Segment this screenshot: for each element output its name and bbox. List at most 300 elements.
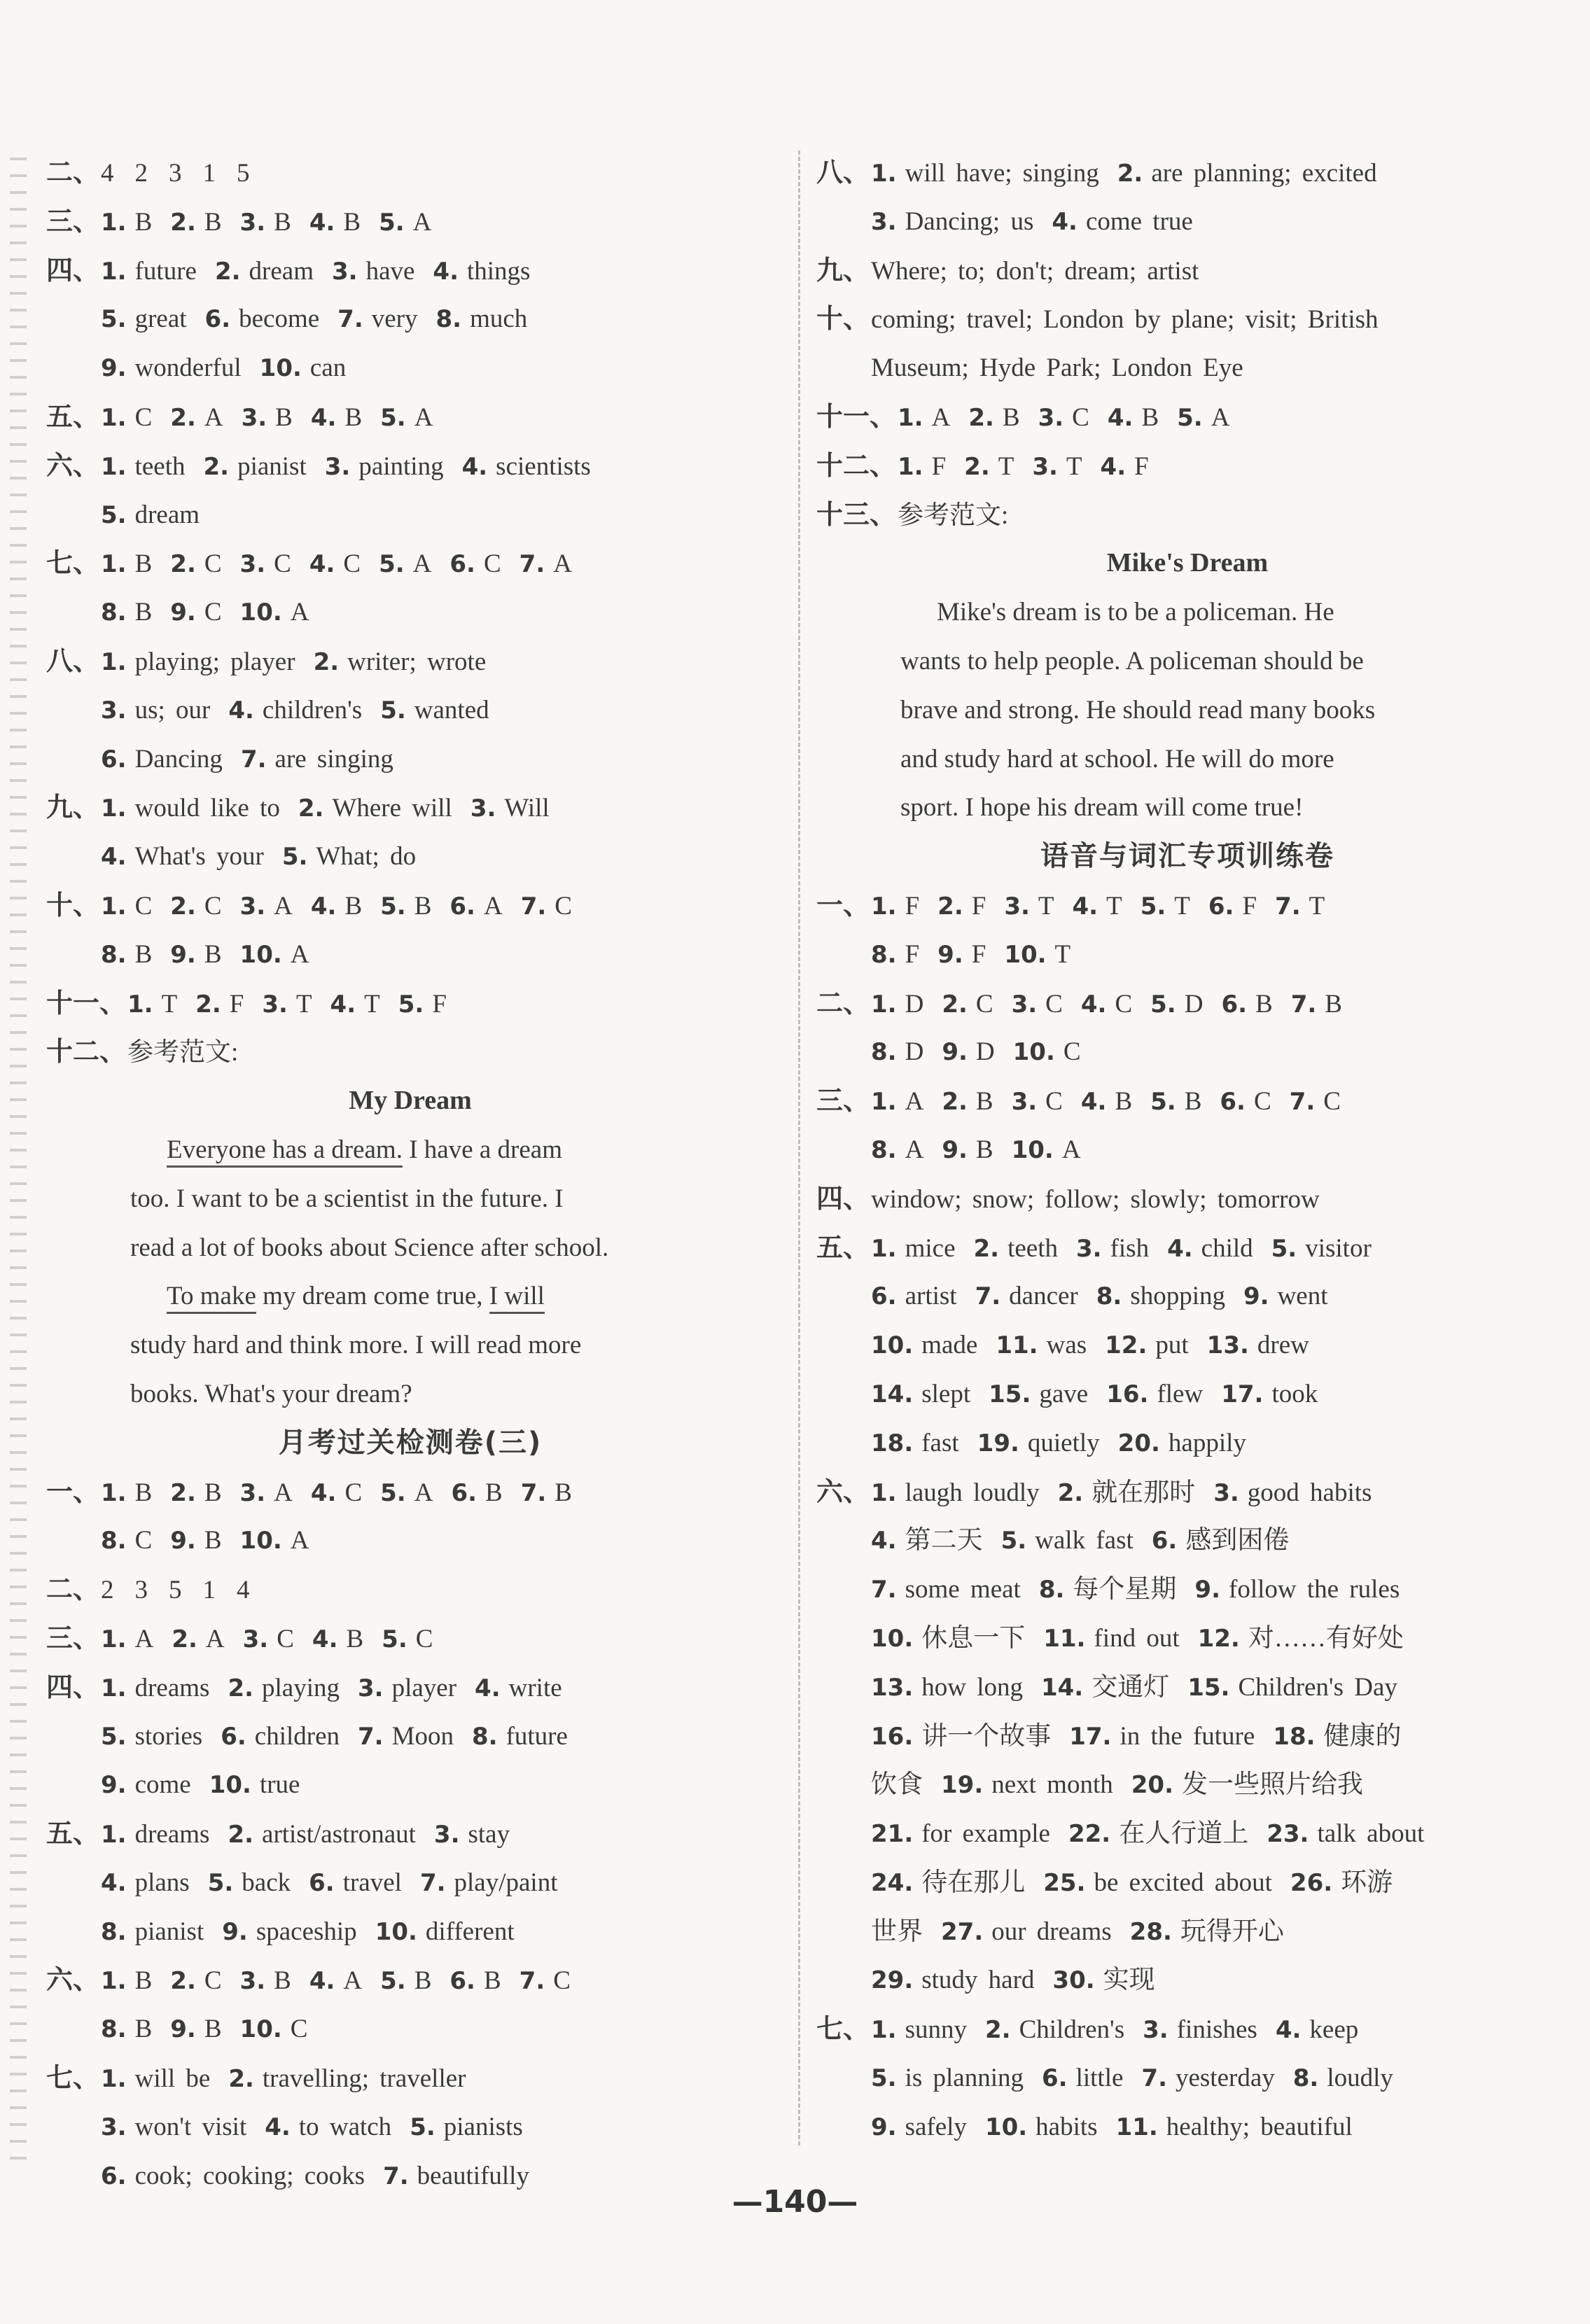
item-number: 3. [358, 1674, 384, 1702]
item-number: 2. [214, 257, 241, 286]
continuation-row [816, 2103, 1558, 2152]
item-number: 2. [313, 648, 340, 676]
answer-text: wanted [414, 695, 489, 724]
item-number: 14. [871, 1380, 914, 1408]
question-row [46, 1663, 774, 1712]
item-number: 1. [871, 160, 897, 188]
continuation-row [46, 1516, 774, 1565]
answer-text: A [414, 1478, 433, 1507]
item-number: 7. [519, 550, 545, 579]
item-number: 5. [101, 500, 127, 529]
answer-text: 第二天 [905, 1526, 983, 1555]
answer-text: A [204, 402, 223, 432]
item-number: 4. [1080, 1088, 1107, 1116]
item-number: 3. [1213, 1478, 1239, 1507]
item-number: 1. [101, 208, 127, 237]
item-number: 3. [1011, 1088, 1038, 1116]
item-number: 4. [461, 452, 488, 481]
item-number: 1. [871, 2016, 897, 2045]
item-number: 7. [419, 1868, 446, 1897]
answer-text: A [290, 939, 309, 969]
item-number: 5. [382, 1625, 407, 1653]
item-number: 3. [241, 403, 267, 432]
continuation-row [46, 832, 774, 881]
item-number: 9. [170, 1527, 196, 1555]
answer-text: A [905, 1135, 924, 1164]
item-number: 24. [871, 1868, 914, 1897]
item-number: 13. [871, 1673, 914, 1702]
item-number: 4. [1100, 452, 1127, 481]
answer-text: come true [1085, 206, 1193, 236]
answer-text: 环游 [1341, 1868, 1393, 1897]
continuation-row [46, 491, 774, 540]
answer-text: B [975, 1135, 993, 1164]
essay-text: books. What's your dream? [130, 1379, 412, 1408]
item-number: 4. [330, 990, 356, 1018]
answer-text: dreams [134, 1673, 210, 1702]
item-number: 2. [973, 1234, 1000, 1263]
item-number: 10. [1011, 1135, 1054, 1164]
answer-text: write [508, 1673, 562, 1702]
answer-text: F [905, 891, 920, 920]
answer-text: Where will [332, 794, 452, 823]
item-number: 10. [239, 940, 282, 969]
item-number: 5. [1271, 1234, 1297, 1263]
answer-text: 每个星期 [1073, 1575, 1177, 1604]
answer-text: Dancing [134, 744, 223, 774]
item-number: 9. [101, 354, 127, 383]
item-number: 4. [101, 1868, 127, 1897]
answer-text: F [931, 451, 947, 481]
question-row [46, 1809, 774, 1858]
item-number: 5. [281, 843, 308, 872]
answer-text: C [415, 1624, 433, 1653]
answer-text: is planning [905, 2064, 1024, 2093]
answer-text: B [134, 2015, 153, 2044]
answer-text: travelling; traveller [262, 2064, 466, 2094]
continuation-row [816, 1809, 1558, 1858]
item-number: 4. [871, 1527, 897, 1555]
question-row [46, 1468, 774, 1517]
continuation-row [816, 197, 1558, 246]
answer-text: 发一些照片给我 [1181, 1770, 1363, 1800]
item-number: 25. [1043, 1868, 1086, 1897]
item-number: 3. [1032, 452, 1058, 481]
underlined-phrase: To make [167, 1282, 256, 1314]
item-number: 15. [989, 1380, 1031, 1408]
item-number: 3. [1038, 403, 1064, 432]
item-number: 16. [871, 1722, 914, 1751]
item-number: 27. [941, 1917, 984, 1946]
answer-text: B [483, 1966, 501, 1996]
item-number: 1. [101, 1821, 127, 1849]
answer-text: C [134, 1526, 153, 1555]
section-title: 月考过关检测卷(三) [278, 1426, 543, 1459]
item-number: 6. [101, 745, 127, 774]
question-row [816, 2005, 1558, 2054]
item-number: 5. [380, 403, 406, 432]
item-number: 2. [228, 1821, 254, 1849]
answer-text: B [1115, 1087, 1133, 1116]
essay-text: I have a dream [402, 1135, 563, 1164]
answer-text: 休息一下 [921, 1623, 1026, 1653]
answer-text: beautifully [417, 2161, 529, 2190]
item-number: 7. [871, 1576, 897, 1604]
answer-text: 交通灯 [1092, 1672, 1170, 1702]
continuation-row [46, 1907, 774, 1956]
answer-text: playing [262, 1673, 340, 1702]
answer-text: flew [1157, 1379, 1204, 1408]
answer-text: are singing [274, 744, 393, 774]
item-number: 6. [204, 305, 231, 334]
item-number: 6. [449, 892, 475, 920]
answer-text: B [344, 402, 363, 432]
item-number: 6. [1221, 990, 1248, 1018]
answer-text: scientists [496, 451, 591, 481]
item-number: 3. [239, 1967, 266, 1996]
answer-text: talk about [1317, 1819, 1425, 1849]
answer-text: Museum; Hyde Park; London Eye [871, 354, 1243, 383]
question-row [46, 148, 774, 197]
left-column [46, 148, 774, 2200]
answer-text: B [1325, 989, 1342, 1018]
answer-text: C [1063, 1037, 1081, 1067]
essay-line [816, 637, 1558, 686]
answer-text: B [414, 891, 432, 920]
answer-text: was [1046, 1331, 1087, 1360]
question-label: 七、 [46, 547, 100, 579]
answer-text: F [905, 939, 920, 969]
continuation-row [816, 1956, 1558, 2005]
item-number: 3. [1143, 2016, 1169, 2045]
answer-text: C [274, 550, 291, 579]
answer-text: happily [1168, 1428, 1246, 1457]
item-number: 9. [170, 598, 196, 627]
answer-text: stories [134, 1721, 203, 1751]
item-number: 19. [941, 1771, 984, 1800]
question-label: 六、 [46, 1964, 100, 1996]
item-number: 8. [871, 940, 897, 969]
question-row [816, 295, 1558, 344]
answer-text: visitor [1305, 1233, 1372, 1263]
answer-text: true [259, 1770, 300, 1800]
question-row [46, 2054, 774, 2103]
answer-text: 3 [134, 1576, 148, 1605]
answer-text: cook; cooking; cooks [134, 2161, 365, 2190]
right-column [816, 148, 1558, 2152]
answer-text: C [344, 1478, 363, 1507]
answer-text: 世界 [871, 1917, 923, 1946]
answer-text: 健康的 [1323, 1721, 1402, 1751]
question-row [46, 1956, 774, 2005]
answer-text: our dreams [991, 1917, 1112, 1946]
item-number: 1. [898, 452, 923, 481]
item-number: 3. [871, 207, 897, 236]
continuation-row [816, 1663, 1558, 1712]
continuation-row [816, 1272, 1558, 1321]
item-number: 4. [312, 1625, 338, 1653]
item-number: 13. [1206, 1331, 1249, 1360]
answer-text: A [414, 402, 433, 432]
answer-text: C [204, 1966, 222, 1996]
answer-text: T [1066, 451, 1082, 481]
continuation-row [816, 1712, 1558, 1761]
item-number: 2. [968, 403, 994, 432]
item-number: 2. [942, 990, 968, 1018]
answer-text: 对……有好处 [1248, 1623, 1404, 1653]
answer-text: made [921, 1331, 978, 1360]
answer-text: dream [249, 256, 314, 286]
item-number: 7. [1275, 892, 1301, 920]
answer-text: B [975, 1087, 993, 1116]
answer-text: Dancing; us [905, 206, 1034, 236]
answer-text: B [134, 1478, 153, 1507]
answer-text: A [343, 1966, 363, 1996]
answer-text: us; our [134, 695, 211, 724]
answer-text: A [1061, 1135, 1081, 1164]
question-row [46, 393, 774, 442]
answer-text: F [1134, 451, 1149, 481]
item-number: 5. [1000, 1527, 1027, 1555]
item-number: 2. [172, 1625, 197, 1653]
item-number: 29. [871, 1966, 914, 1995]
essay-line [816, 686, 1558, 735]
answer-text: future [134, 256, 197, 286]
answer-text: B [346, 1624, 364, 1653]
answer-text: A [290, 598, 309, 627]
answer-text: sunny [905, 2015, 967, 2045]
item-number: 2. [228, 1674, 254, 1702]
item-number: 6. [449, 1967, 475, 1996]
item-number: 2. [942, 1088, 968, 1116]
item-number: 22. [1068, 1820, 1111, 1849]
answer-text: T [1174, 891, 1190, 920]
item-number: 9. [871, 2113, 897, 2141]
answer-text: 感到困倦 [1185, 1526, 1290, 1555]
essay-line [46, 1321, 774, 1370]
question-label: 六、 [46, 449, 100, 481]
page-number: —140— [732, 2184, 858, 2220]
item-number: 5. [207, 1868, 234, 1897]
answer-text: C [134, 891, 153, 920]
question-label: 八、 [46, 645, 100, 676]
answer-text: drew [1257, 1331, 1309, 1360]
continuation-row [816, 1565, 1558, 1614]
essay-text: study hard and think more. I will read more [130, 1331, 582, 1360]
answer-text: future [505, 1721, 568, 1751]
item-number: 1. [871, 990, 897, 1018]
answer-text: Will [504, 794, 550, 823]
item-number: 8. [1096, 1282, 1122, 1311]
answer-text: Children's Day [1238, 1672, 1397, 1702]
item-number: 3. [1011, 990, 1038, 1018]
continuation-row [46, 588, 774, 637]
item-number: 7. [520, 892, 547, 920]
question-label: 三、 [46, 205, 100, 237]
answer-text: C [204, 891, 222, 920]
item-number: 3. [101, 696, 127, 724]
answer-text: back [242, 1868, 291, 1897]
answer-text: T [364, 989, 380, 1018]
item-number: 8. [471, 1722, 498, 1751]
item-number: 9. [937, 940, 963, 969]
answer-text: play/paint [454, 1868, 558, 1897]
item-number: 3. [239, 1478, 266, 1507]
answer-text: shopping [1130, 1282, 1225, 1311]
answer-text: 参考范文: [127, 1038, 239, 1068]
item-number: 11. [1043, 1624, 1086, 1653]
answer-text: C [1115, 989, 1133, 1018]
question-label: 二、 [816, 987, 870, 1018]
continuation-row [816, 1028, 1558, 1077]
item-number: 2. [170, 550, 196, 579]
continuation-row [816, 1370, 1558, 1419]
answer-text: playing; player [134, 647, 295, 676]
item-number: 5. [398, 990, 424, 1018]
item-number: 1. [101, 794, 127, 823]
item-number: 6. [221, 1722, 246, 1751]
answer-text: next month [991, 1770, 1113, 1800]
item-number: 9. [101, 1771, 127, 1800]
item-number: 5. [380, 1478, 406, 1507]
answer-text: will have; singing [905, 159, 1099, 188]
answer-text: B [485, 1478, 503, 1507]
item-number: 1. [871, 1478, 897, 1507]
question-label: 十二、 [46, 1036, 127, 1068]
answer-text: very [371, 304, 418, 334]
item-number: 5. [379, 208, 405, 237]
item-number: 4. [310, 1478, 337, 1507]
answer-text: would like to [134, 794, 280, 823]
answer-text: be excited about [1094, 1868, 1272, 1897]
answer-text: Where; to; don't; dream; artist [871, 256, 1199, 286]
answer-text: stay [468, 1820, 510, 1849]
item-number: 1. [101, 452, 127, 481]
continuation-row [816, 1858, 1558, 1907]
answer-text: child [1201, 1233, 1253, 1263]
answer-text: C [204, 598, 222, 627]
question-label: 九、 [46, 792, 100, 823]
answer-text: F [229, 989, 244, 1018]
question-row [46, 539, 774, 588]
answer-text: teeth [134, 451, 186, 481]
item-number: 8. [871, 1038, 897, 1067]
item-number: 4. [475, 1674, 501, 1702]
item-number: 4. [101, 843, 127, 872]
answer-text: T [998, 451, 1014, 481]
answer-text: T [161, 989, 178, 1018]
answer-text: F [1242, 891, 1257, 920]
item-number: 4. [1167, 1234, 1193, 1263]
item-number: 10. [375, 1917, 417, 1946]
item-number: 1. [101, 550, 127, 579]
item-number: 2. [964, 452, 990, 481]
essay-line [46, 1272, 774, 1321]
item-number: 5. [1150, 990, 1176, 1018]
continuation-row [46, 295, 774, 344]
answer-text: 4 [101, 159, 114, 188]
answer-text: habits [1035, 2112, 1098, 2141]
question-row [46, 1028, 774, 1077]
answer-text: yesterday [1175, 2064, 1275, 2093]
answer-text: T [1054, 939, 1071, 969]
item-number: 5. [380, 1967, 406, 1996]
continuation-row [816, 1321, 1558, 1370]
answer-text: dream [134, 500, 200, 529]
item-number: 18. [1273, 1722, 1316, 1751]
answer-text: F [971, 891, 986, 920]
answer-text: B [134, 207, 153, 237]
answer-text: C [1045, 989, 1063, 1018]
left-margin-wavy-border [10, 150, 27, 2160]
item-number: 10. [984, 2113, 1028, 2141]
item-number: 15. [1187, 1673, 1230, 1702]
item-number: 8. [101, 1917, 127, 1946]
item-number: 3. [242, 1625, 269, 1653]
answer-text: C [204, 550, 222, 579]
answer-text: much [470, 304, 528, 334]
answer-text: fast [921, 1428, 959, 1457]
essay-title: My Dream [349, 1086, 472, 1116]
item-number: 7. [520, 1478, 547, 1507]
item-number: 19. [977, 1429, 1019, 1457]
answer-text: 就在那时 [1092, 1478, 1196, 1507]
continuation-row [816, 1419, 1558, 1468]
answer-text: D [905, 989, 924, 1018]
item-number: 3. [470, 794, 496, 823]
question-label: 八、 [816, 157, 870, 188]
answer-text: follow the rules [1229, 1575, 1400, 1604]
item-number: 9. [942, 1135, 968, 1164]
question-row [46, 246, 774, 295]
answer-text: pianists [443, 2112, 523, 2141]
answer-text: B [1184, 1087, 1202, 1116]
item-number: 4. [1275, 2016, 1302, 2045]
item-number: 3. [239, 208, 266, 237]
item-number: 3. [101, 2113, 127, 2141]
item-number: 8. [1292, 2064, 1319, 2093]
question-label: 十一、 [816, 400, 897, 432]
answer-text: 3 [169, 159, 182, 188]
item-number: 8. [101, 2015, 127, 2044]
continuation-row [816, 1760, 1558, 1809]
answer-text: went [1277, 1282, 1328, 1311]
continuation-row [46, 1858, 774, 1907]
item-number: 9. [222, 1917, 248, 1946]
answer-text: find out [1094, 1623, 1180, 1653]
item-number: 1. [101, 1967, 127, 1996]
answer-text: What's your [134, 842, 264, 872]
answer-text: dreams [134, 1820, 210, 1849]
answer-text: B [414, 1966, 432, 1996]
answer-text: T [295, 989, 312, 1018]
item-number: 16. [1106, 1380, 1149, 1408]
item-number: 3. [239, 550, 266, 579]
item-number: 9. [1243, 1282, 1269, 1311]
answer-text: to watch [298, 2112, 392, 2141]
continuation-row [816, 344, 1558, 393]
item-number: 3. [324, 452, 351, 481]
answer-text: wonderful [134, 354, 242, 383]
answer-text: can [309, 354, 347, 383]
item-number: 28. [1129, 1917, 1172, 1946]
answer-text: F [971, 939, 986, 969]
item-number: 3. [1075, 1234, 1102, 1263]
answer-text: healthy; beautiful [1166, 2112, 1353, 2141]
answer-text: C [555, 891, 572, 920]
answer-text: come [134, 1770, 191, 1800]
answer-text: 2 [101, 1576, 114, 1605]
